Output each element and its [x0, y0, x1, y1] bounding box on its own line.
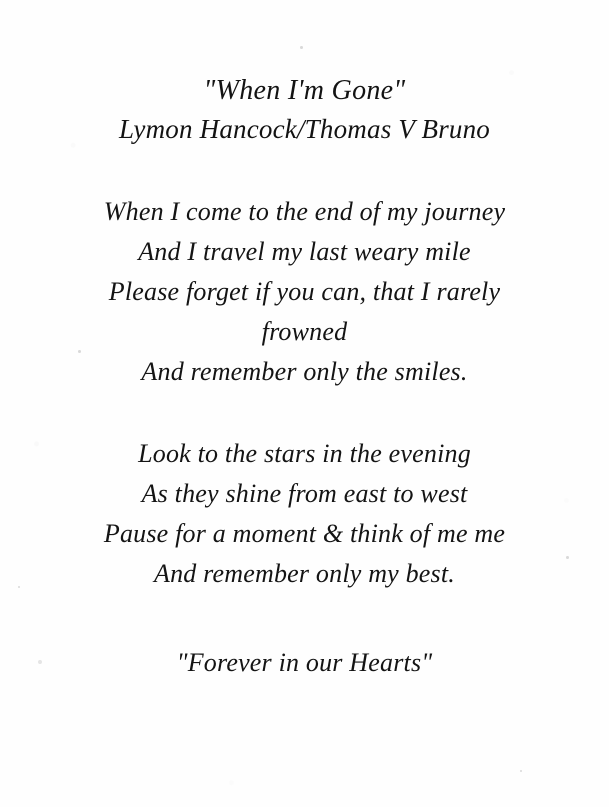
poem-line: Please forget if you can, that I rarely — [108, 277, 501, 306]
scan-speck — [520, 770, 522, 772]
authors-line: Lymon Hancock/Thomas V Bruno — [118, 114, 491, 144]
page-title: "When I'm Gone" — [203, 75, 406, 106]
poem-line: When I come to the end of my journey — [103, 197, 506, 226]
stanza-2 — [0, 434, 609, 594]
poem-line: As they shine from east to west — [141, 479, 468, 508]
poem-line: And I travel my last weary mile — [138, 237, 471, 266]
stanza-1 — [0, 192, 609, 392]
poem-line: And remember only my best. — [154, 559, 455, 588]
scan-speck — [300, 46, 303, 49]
poem-line: And remember only the smiles. — [141, 357, 468, 386]
poem-line: Pause for a moment & think of me me — [103, 519, 506, 548]
closing-line: "Forever in our Hearts" — [176, 648, 433, 677]
poem-line: Look to the stars in the evening — [138, 439, 471, 468]
poem-content — [0, 72, 609, 682]
title-block — [0, 72, 609, 148]
poem-line: frowned — [261, 317, 348, 346]
